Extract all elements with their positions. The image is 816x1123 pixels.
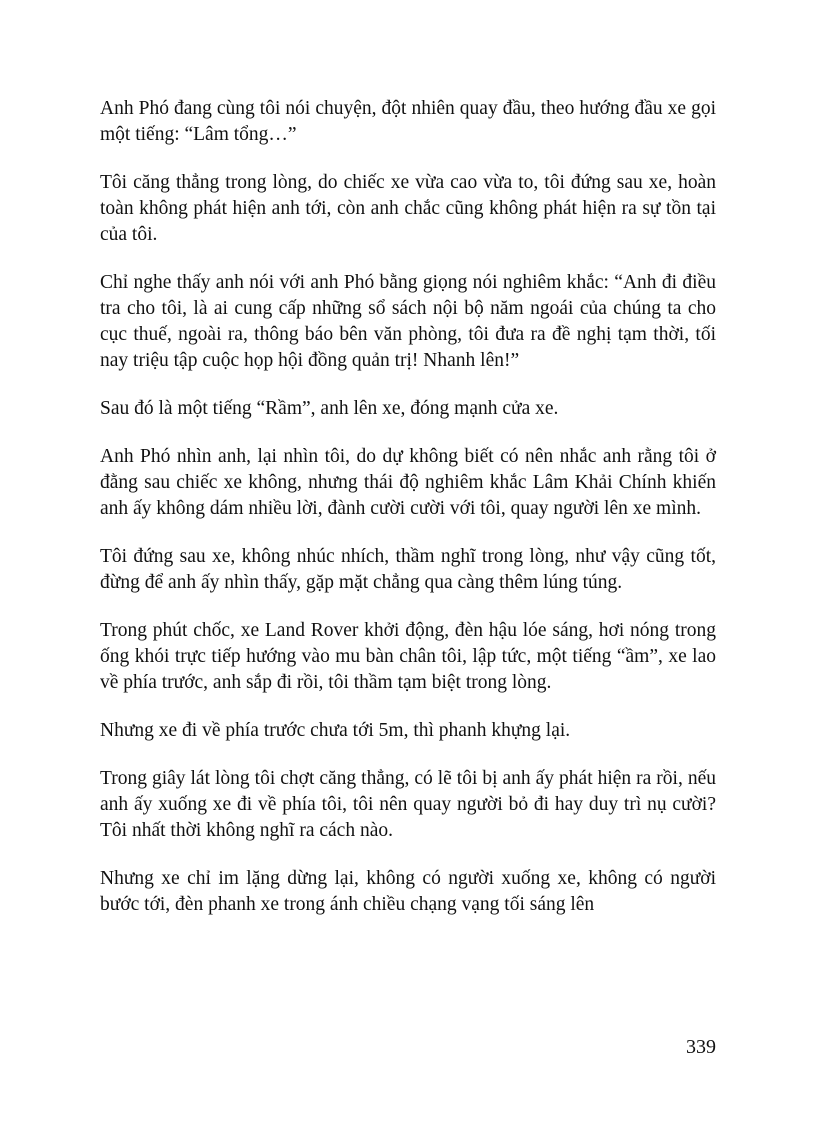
- paragraph-3: Chỉ nghe thấy anh nói với anh Phó bằng giọng nói nghiêm khắc: “Anh đi điều tra cho tôi, là ai cung cấp những sổ sách nội bộ năm ngoái của chúng ta cho cục thuế, ngoài ra, thông báo bên văn phòng, tôi đưa ra đề nghị tạm thời, tối nay triệu tập cuộc họp hội đồng quản trị! Nhanh lên!”: [100, 272, 716, 371]
- paragraph-10: Nhưng xe chỉ im lặng dừng lại, không có người xuống xe, không có người bước tới, đèn phanh xe trong ánh chiều chạng vạng tối sáng lên: [100, 868, 716, 915]
- paragraph-6: Tôi đứng sau xe, không nhúc nhích, thầm nghĩ trong lòng, như vậy cũng tốt, đừng để anh ấy nhìn thấy, gặp mặt chẳng qua càng thêm lúng túng.: [100, 546, 716, 593]
- paragraph-8: Nhưng xe đi về phía trước chưa tới 5m, thì phanh khựng lại.: [100, 720, 571, 741]
- paragraph-1: Anh Phó đang cùng tôi nói chuyện, đột nhiên quay đầu, theo hướng đầu xe gọi một tiếng: “Lâm tổng…”: [100, 98, 716, 145]
- paragraph-9: Trong giây lát lòng tôi chợt căng thẳng, có lẽ tôi bị anh ấy phát hiện ra rồi, nếu anh ấy xuống xe đi về phía tôi, tôi nên quay người bỏ đi hay duy trì nụ cười? Tôi nhất thời không nghĩ ra cách nào.: [100, 768, 716, 841]
- paragraph-2: Tôi căng thẳng trong lòng, do chiếc xe vừa cao vừa to, tôi đứng sau xe, hoàn toàn không phát hiện anh tới, còn anh chắc cũng không phát hiện ra sự tồn tại của tôi.: [100, 172, 716, 245]
- page-number: 339: [686, 1036, 716, 1058]
- paragraph-4: Sau đó là một tiếng “Rầm”, anh lên xe, đóng mạnh cửa xe.: [100, 398, 559, 419]
- paragraph-7: Trong phút chốc, xe Land Rover khởi động, đèn hậu lóe sáng, hơi nóng trong ống khói trực tiếp hướng vào mu bàn chân tôi, lập tức, một tiếng “ầm”, xe lao về phía trước, anh sắp đi rồi, tôi thầm tạm biệt trong lòng.: [100, 620, 716, 693]
- paragraph-5: Anh Phó nhìn anh, lại nhìn tôi, do dự không biết có nên nhắc anh rằng tôi ở đằng sau chiếc xe không, nhưng thái độ nghiêm khắc Lâm Khải Chính khiến anh ấy không dám nhiều lời, đành cười cười với tôi, quay người lên xe mình.: [100, 446, 716, 519]
- body-text: [100, 96, 716, 940]
